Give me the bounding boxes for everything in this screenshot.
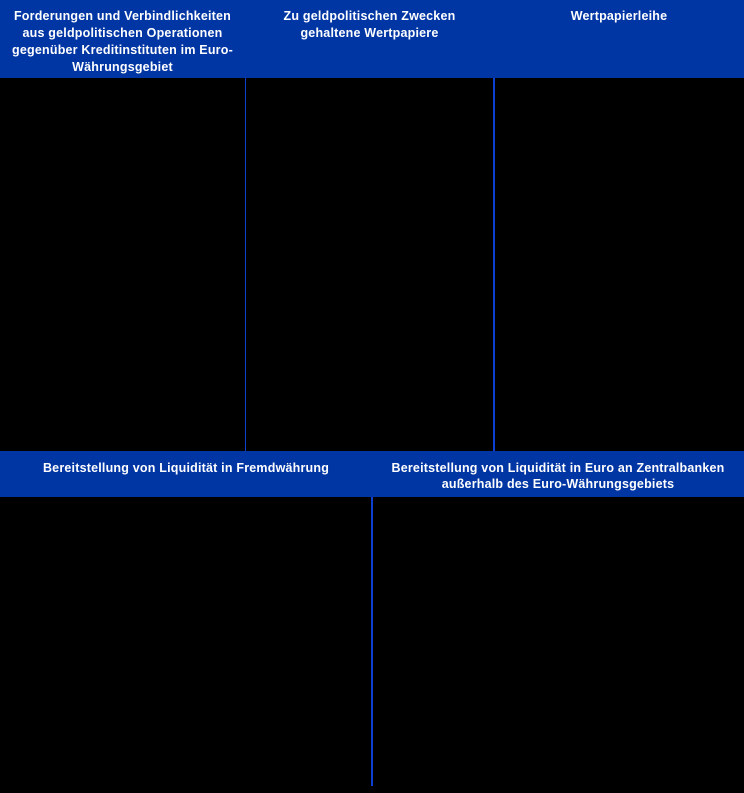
section-header-securities-lending: Wertpapierleihe bbox=[570, 9, 668, 23]
section-header-liquidity-foreign-currency: Bereitstellung von Liquidität in Fremdwährung bbox=[42, 461, 330, 475]
chart-panel-securities-monetary-purposes bbox=[246, 78, 493, 451]
bottom-chart-row bbox=[0, 497, 744, 793]
middle-header-band bbox=[0, 451, 744, 497]
chart-panel-liquidity-euro-central-banks bbox=[373, 497, 744, 793]
chart-panel-securities-lending bbox=[495, 78, 744, 451]
section-header-liquidity-euro-central-banks: Bereitstellung von Liquidität in Euro an Zentralbanken außerhalb des Euro-Währungsgebiets bbox=[391, 461, 725, 491]
chart-panel-liquidity-foreign-currency bbox=[0, 497, 371, 793]
section-header-monetary-policy-operations: Forderungen und Verbindlichkeiten aus geldpolitischen Operationen gegenüber Kreditinstituten im Euro-Währungsgebiet bbox=[12, 9, 233, 74]
chart-panel-monetary-policy-operations bbox=[0, 78, 245, 451]
top-header-band bbox=[0, 0, 744, 78]
section-header-securities-monetary-purposes: Zu geldpolitischen Zwecken gehaltene Wertpapiere bbox=[283, 9, 456, 40]
top-chart-row bbox=[0, 78, 744, 451]
